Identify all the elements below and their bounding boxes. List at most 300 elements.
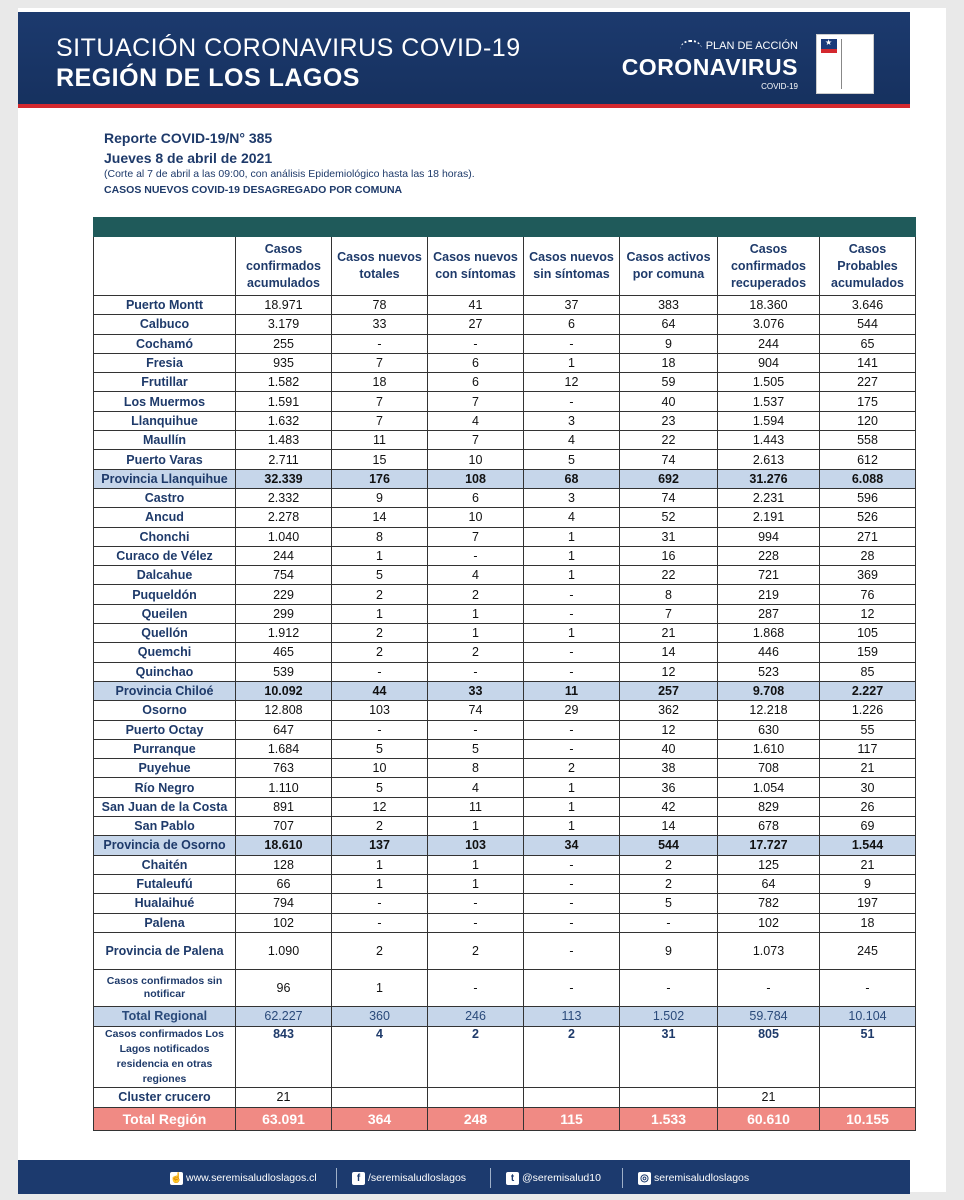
table-cell: 707	[236, 817, 332, 836]
table-cell: 68	[524, 469, 620, 488]
row-label: Queilen	[94, 604, 236, 623]
row-label: Curaco de Vélez	[94, 546, 236, 565]
table-cell: 37	[524, 296, 620, 315]
table-cell: 14	[332, 508, 428, 527]
table-cell: 102	[718, 913, 820, 932]
table-cell: 544	[820, 315, 916, 334]
table-row	[94, 353, 916, 372]
table-cell: -	[524, 662, 620, 681]
table-cell: 16	[620, 546, 718, 565]
table-cell: 1	[524, 624, 620, 643]
row-label: Frutillar	[94, 373, 236, 392]
table-cell: -	[820, 969, 916, 1006]
column-header: Casos nuevos con síntomas	[428, 237, 524, 296]
table-cell: 9	[620, 932, 718, 969]
table-cell: 1	[428, 817, 524, 836]
table-cell: -	[524, 894, 620, 913]
table-cell: 31	[620, 527, 718, 546]
table-row	[94, 527, 916, 546]
table-cell: -	[332, 662, 428, 681]
table-cell: 1.226	[820, 701, 916, 720]
table-cell: 229	[236, 585, 332, 604]
table-cell: 2.191	[718, 508, 820, 527]
row-label: Provincia Chiloé	[94, 681, 236, 700]
table-cell: 248	[428, 1107, 524, 1130]
footer-bar	[18, 1160, 910, 1194]
table-cell: 1	[428, 855, 524, 874]
table-cell: 7	[332, 353, 428, 372]
table-cell: 103	[332, 701, 428, 720]
table-cell: 105	[820, 624, 916, 643]
table-cell: 1.868	[718, 624, 820, 643]
table-cell: 115	[524, 1107, 620, 1130]
table-cell: 2	[332, 932, 428, 969]
table-cell: 257	[620, 681, 718, 700]
table-cell: 12	[620, 720, 718, 739]
table-cell: 721	[718, 566, 820, 585]
row-label: Puyehue	[94, 759, 236, 778]
row-label: Cochamó	[94, 334, 236, 353]
column-header: Casos Probables acumulados	[820, 237, 916, 296]
row-label: Cluster crucero	[94, 1087, 236, 1107]
table-cell: 38	[620, 759, 718, 778]
table-cell	[332, 1087, 428, 1107]
table-cell: -	[524, 913, 620, 932]
table-cell: 364	[332, 1107, 428, 1130]
table-cell: 523	[718, 662, 820, 681]
table-cell: 526	[820, 508, 916, 527]
table-cell: 18.610	[236, 836, 332, 855]
table-cell: 10	[332, 759, 428, 778]
column-header: Casos activos por comuna	[620, 237, 718, 296]
table-row	[94, 720, 916, 739]
table-cell: 8	[428, 759, 524, 778]
table-cell: 2.613	[718, 450, 820, 469]
table-cell: 9	[332, 488, 428, 507]
report-info	[104, 130, 475, 196]
row-label: Chonchi	[94, 527, 236, 546]
table-row	[94, 759, 916, 778]
report-cut-note: (Corte al 7 de abril a las 09:00, con análisis Epidemiológico hasta las 18 horas).	[104, 168, 475, 180]
table-cell: -	[332, 720, 428, 739]
header-title-line1: SITUACIÓN CORONAVIRUS COVID-19	[56, 34, 521, 62]
table-cell: 630	[718, 720, 820, 739]
table-cell: 2.227	[820, 681, 916, 700]
table-cell: 5	[428, 739, 524, 758]
covid-logo-text: COVID-19	[761, 82, 798, 91]
table-cell: 2	[524, 759, 620, 778]
table-cell: 12.218	[718, 701, 820, 720]
table-row	[94, 662, 916, 681]
table-cell: 647	[236, 720, 332, 739]
table-cell: 299	[236, 604, 332, 623]
row-label: Total Regional	[94, 1006, 236, 1026]
table-cell: 18.360	[718, 296, 820, 315]
table-cell: 29	[524, 701, 620, 720]
table-cell: 1.610	[718, 739, 820, 758]
row-label: Purranque	[94, 739, 236, 758]
table-cell: 63.091	[236, 1107, 332, 1130]
table-cell: 1	[524, 353, 620, 372]
table-cell: 12.808	[236, 701, 332, 720]
table-cell: 21	[820, 759, 916, 778]
table-row	[94, 392, 916, 411]
row-label: Puerto Montt	[94, 296, 236, 315]
table-cell: 2	[332, 624, 428, 643]
row-label: Palena	[94, 913, 236, 932]
row-label: Provincia Llanquihue	[94, 469, 236, 488]
table-cell: 120	[820, 411, 916, 430]
table-cell: 11	[524, 681, 620, 700]
table-cell: 678	[718, 817, 820, 836]
table-cell: 21	[820, 855, 916, 874]
table-cell: 8	[332, 527, 428, 546]
province-row	[94, 469, 916, 488]
table-cell	[428, 1087, 524, 1107]
table-cell: 64	[718, 874, 820, 893]
table-cell: 1	[332, 874, 428, 893]
table-cell: 78	[332, 296, 428, 315]
table-cell: 2.711	[236, 450, 332, 469]
table-cell: 59	[620, 373, 718, 392]
table-cell: 23	[620, 411, 718, 430]
row-label: Puerto Varas	[94, 450, 236, 469]
table-cell: -	[428, 662, 524, 681]
table-cell: 227	[820, 373, 916, 392]
table-cell: 64	[620, 315, 718, 334]
table-cell: 102	[236, 913, 332, 932]
table-cell: 6	[428, 373, 524, 392]
row-label: Calbuco	[94, 315, 236, 334]
table-cell: 544	[620, 836, 718, 855]
table-cell: 22	[620, 431, 718, 450]
table-row	[94, 431, 916, 450]
table-cell: 1.040	[236, 527, 332, 546]
table-cell: 246	[428, 1006, 524, 1026]
table-cell: 18	[820, 913, 916, 932]
table-cell: 3.646	[820, 296, 916, 315]
province-row	[94, 932, 916, 969]
table-cell: 11	[428, 797, 524, 816]
table-row	[94, 874, 916, 893]
row-label: Provincia de Osorno	[94, 836, 236, 855]
row-label: Fresia	[94, 353, 236, 372]
table-cell: 2	[428, 643, 524, 662]
table-cell: 2	[524, 1026, 620, 1087]
table-cell: 21	[620, 624, 718, 643]
table-row	[94, 624, 916, 643]
table-cell: 1	[332, 855, 428, 874]
table-cell: 1	[428, 874, 524, 893]
table-cell: 197	[820, 894, 916, 913]
table-cell: 7	[428, 431, 524, 450]
table-cell: 40	[620, 392, 718, 411]
table-cell: 10	[428, 450, 524, 469]
table-cell: 1	[428, 624, 524, 643]
table-row	[94, 739, 916, 758]
table-cell: 4	[332, 1026, 428, 1087]
row-label: Quemchi	[94, 643, 236, 662]
column-header: Casos nuevos sin síntomas	[524, 237, 620, 296]
table-cell: 108	[428, 469, 524, 488]
table-cell: 596	[820, 488, 916, 507]
table-cell: 62.227	[236, 1006, 332, 1026]
row-label: Hualaihué	[94, 894, 236, 913]
table-cell: 1.912	[236, 624, 332, 643]
table-row	[94, 643, 916, 662]
table-cell: 1.544	[820, 836, 916, 855]
table-cell: 4	[524, 508, 620, 527]
province-row	[94, 681, 916, 700]
table-cell: -	[524, 739, 620, 758]
table-cell: 28	[820, 546, 916, 565]
table-row	[94, 855, 916, 874]
table-row	[94, 508, 916, 527]
total-region-row	[94, 1107, 916, 1130]
report-number: Reporte COVID-19/N° 385	[104, 130, 273, 146]
table-cell: 12	[820, 604, 916, 623]
table-cell: 27	[428, 315, 524, 334]
table-cell: 32.339	[236, 469, 332, 488]
table-cell	[620, 1087, 718, 1107]
row-label: Osorno	[94, 701, 236, 720]
table-cell: 7	[332, 392, 428, 411]
table-cell: 1	[332, 546, 428, 565]
table-cell: -	[524, 585, 620, 604]
table-cell: 59.784	[718, 1006, 820, 1026]
row-label: Provincia de Palena	[94, 932, 236, 969]
table-row	[94, 1087, 916, 1107]
table-cell: 33	[332, 315, 428, 334]
table-cell: 21	[236, 1087, 332, 1107]
row-label: Quinchao	[94, 662, 236, 681]
table-row	[94, 701, 916, 720]
table-cell: 763	[236, 759, 332, 778]
table-cell: 141	[820, 353, 916, 372]
table-cell: 5	[620, 894, 718, 913]
table-cell: 3.179	[236, 315, 332, 334]
table-cell: -	[332, 334, 428, 353]
table-cell: 805	[718, 1026, 820, 1087]
table-cell: 612	[820, 450, 916, 469]
ministry-seal-logo: ★	[816, 34, 874, 94]
table-row	[94, 817, 916, 836]
row-label: Castro	[94, 488, 236, 507]
header-banner	[18, 12, 910, 104]
row-label: Los Muermos	[94, 392, 236, 411]
row-label: Quellón	[94, 624, 236, 643]
table-cell: 843	[236, 1026, 332, 1087]
table-cell: -	[524, 392, 620, 411]
table-cell: 51	[820, 1026, 916, 1087]
table-cell: 1.054	[718, 778, 820, 797]
table-header-row	[94, 237, 916, 296]
table-cell: 159	[820, 643, 916, 662]
table-cell: 66	[236, 874, 332, 893]
table-cell: 76	[820, 585, 916, 604]
table-cell: 15	[332, 450, 428, 469]
table-cell: 8	[620, 585, 718, 604]
table-cell: -	[620, 913, 718, 932]
table-cell: 219	[718, 585, 820, 604]
covid-cases-table	[93, 217, 916, 1131]
table-cell: 935	[236, 353, 332, 372]
table-cell: 4	[428, 566, 524, 585]
table-cell: 1.537	[718, 392, 820, 411]
column-header: Casos nuevos totales	[332, 237, 428, 296]
virus-icon	[680, 40, 702, 52]
footer-twitter[interactable]: t @seremisalud10	[506, 1170, 601, 1186]
table-cell: 794	[236, 894, 332, 913]
table-cell: 5	[332, 778, 428, 797]
table-cell: 176	[332, 469, 428, 488]
table-cell: 1.632	[236, 411, 332, 430]
table-cell: 21	[718, 1087, 820, 1107]
table-cell: 2	[332, 817, 428, 836]
table-cell: 245	[820, 932, 916, 969]
footer-web[interactable]: ☝ www.seremisaludloslagos.cl	[170, 1172, 317, 1184]
table-row	[94, 411, 916, 430]
table-cell: 33	[428, 681, 524, 700]
table-cell: 6.088	[820, 469, 916, 488]
table-cell: 40	[620, 739, 718, 758]
table-cell: 1.110	[236, 778, 332, 797]
table-cell: 891	[236, 797, 332, 816]
table-cell: 36	[620, 778, 718, 797]
table-cell: 137	[332, 836, 428, 855]
table-cell: 18	[332, 373, 428, 392]
table-cell: 9.708	[718, 681, 820, 700]
table-cell: 1	[428, 604, 524, 623]
table-cell: 117	[820, 739, 916, 758]
report-date: Jueves 8 de abril de 2021	[104, 150, 273, 166]
table-cell: 96	[236, 969, 332, 1006]
table-cell: 6	[428, 353, 524, 372]
table-cell: 12	[332, 797, 428, 816]
table-cell: 2	[428, 932, 524, 969]
table-cell: 125	[718, 855, 820, 874]
table-cell: 7	[428, 392, 524, 411]
footer-facebook[interactable]: f /seremisaludloslagos	[352, 1170, 466, 1186]
facebook-icon: f	[352, 1172, 365, 1185]
table-row	[94, 797, 916, 816]
column-header: Casos confirmados recuperados	[718, 237, 820, 296]
table-cell: 2	[332, 585, 428, 604]
row-label: Futaleufú	[94, 874, 236, 893]
table-cell: 1	[524, 817, 620, 836]
table-cell: 904	[718, 353, 820, 372]
table-cell: 18.971	[236, 296, 332, 315]
plan-logo-text: PLAN DE ACCIÓN	[680, 40, 798, 52]
row-label: Llanquihue	[94, 411, 236, 430]
table-row	[94, 373, 916, 392]
table-cell	[820, 1087, 916, 1107]
table-cell: 1	[524, 527, 620, 546]
table-cell: 5	[332, 566, 428, 585]
table-cell: 1	[332, 969, 428, 1006]
table-cell: 5	[332, 739, 428, 758]
table-cell: 6	[428, 488, 524, 507]
table-cell: 6	[524, 315, 620, 334]
table-cell: 255	[236, 334, 332, 353]
table-cell: 69	[820, 817, 916, 836]
table-cell: -	[524, 604, 620, 623]
table-cell: 22	[620, 566, 718, 585]
table-cell: -	[524, 969, 620, 1006]
table-cell: -	[428, 720, 524, 739]
table-cell: 244	[718, 334, 820, 353]
total-regional-row	[94, 1006, 916, 1026]
table-cell: 3	[524, 488, 620, 507]
table-row	[94, 450, 916, 469]
table-row	[94, 334, 916, 353]
table-cell: 782	[718, 894, 820, 913]
table-cell: 85	[820, 662, 916, 681]
table-cell: 2.231	[718, 488, 820, 507]
row-label: Total Región	[94, 1107, 236, 1130]
province-row	[94, 836, 916, 855]
table-cell: 1	[524, 566, 620, 585]
table-cell: -	[524, 643, 620, 662]
table-cell: 754	[236, 566, 332, 585]
row-label: Ancud	[94, 508, 236, 527]
table-cell: 31	[620, 1026, 718, 1087]
report-subtitle: CASOS NUEVOS COVID-19 DESAGREGADO POR COMUNA	[104, 184, 403, 196]
table-cell: 228	[718, 546, 820, 565]
table-cell: 9	[820, 874, 916, 893]
table-cell: 4	[428, 778, 524, 797]
table-cell: 1	[524, 546, 620, 565]
table-cell: 1.684	[236, 739, 332, 758]
table-cell: 1	[332, 604, 428, 623]
table-cell: 829	[718, 797, 820, 816]
table-cell: -	[332, 913, 428, 932]
table-cell: 10	[428, 508, 524, 527]
table-cell: 3.076	[718, 315, 820, 334]
table-cell: 1	[524, 797, 620, 816]
coronavirus-logo: CORONAVIRUS	[621, 54, 798, 80]
table-cell: 12	[620, 662, 718, 681]
table-cell: 244	[236, 546, 332, 565]
footer-instagram[interactable]: ◎ seremisaludloslagos	[638, 1170, 749, 1186]
table-row	[94, 546, 916, 565]
table-row	[94, 296, 916, 315]
table-cell: 2	[428, 1026, 524, 1087]
table-cell: -	[524, 874, 620, 893]
table-cell: -	[620, 969, 718, 1006]
table-cell: 14	[620, 643, 718, 662]
table-cell: 692	[620, 469, 718, 488]
row-label: Puerto Octay	[94, 720, 236, 739]
table-cell: 60.610	[718, 1107, 820, 1130]
row-label: Dalcahue	[94, 566, 236, 585]
table-row	[94, 315, 916, 334]
table-cell: -	[428, 913, 524, 932]
table-cell: 558	[820, 431, 916, 450]
column-header	[94, 237, 236, 296]
table-cell: 14	[620, 817, 718, 836]
table-cell: 5	[524, 450, 620, 469]
table-cell: 1.502	[620, 1006, 718, 1026]
table-cell: 1.594	[718, 411, 820, 430]
table-cell: 369	[820, 566, 916, 585]
table-cell: 31.276	[718, 469, 820, 488]
table-cell: 41	[428, 296, 524, 315]
table-cell: 2.332	[236, 488, 332, 507]
web-icon: ☝	[170, 1172, 183, 1184]
table-cell: 10.104	[820, 1006, 916, 1026]
table-cell: 12	[524, 373, 620, 392]
